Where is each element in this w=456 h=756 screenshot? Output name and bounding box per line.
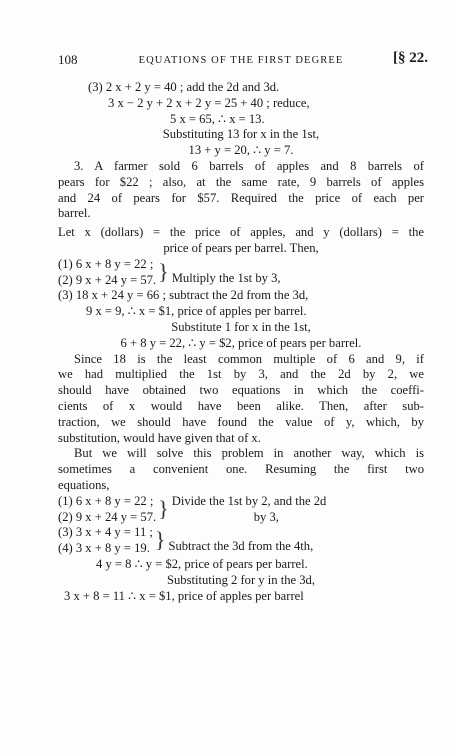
equation-line: (3) 2 x + 2 y = 40 ; add the 2d and 3d. xyxy=(88,80,280,94)
running-header xyxy=(58,50,428,74)
text-line: Substitute 1 for x in the 1st, xyxy=(171,319,311,334)
problem-text: and 24 of pears for $57. Required the price of each per xyxy=(58,190,424,205)
equation-line: 13 + y = 20, ∴ y = 7. xyxy=(188,143,294,158)
equation-note: Multiply the 1st by 3, xyxy=(171,270,281,285)
paragraph-line: equations, xyxy=(58,477,110,492)
equation-line: 5 x = 65, ∴ x = 13. xyxy=(170,111,265,126)
brace-mark: } xyxy=(158,495,169,521)
text-line: Let x (dollars) = the price of apples, and y (dollars) = the xyxy=(58,225,424,240)
equation-group xyxy=(58,525,424,557)
equation-line: (2) 9 x + 24 y = 57. xyxy=(58,509,157,524)
problem-text: 3. A farmer sold 6 barrels of apples and 8 barrels of xyxy=(74,158,424,173)
paragraph-line: traction, we should have found the value of y, which, by xyxy=(58,414,424,429)
paragraph-line: should have obtained two equations in which the coeffi- xyxy=(58,383,424,398)
book-page xyxy=(58,50,428,604)
equation-line: (3) 18 x + 24 y = 66 ; subtract the 2d from the 3d, xyxy=(58,288,309,303)
paragraph-line: But we will solve this problem in another way, which is xyxy=(74,446,424,461)
equation-line: 3 x + 8 = 11 ∴ x = $1, price of apples per barrel xyxy=(64,588,304,603)
page-number: 108 xyxy=(58,52,78,67)
equation-line: (2) 9 x + 24 y = 57. xyxy=(58,272,157,287)
problem-text: pears for $22 ; also, at the same rate, 9 barrels of apples xyxy=(58,174,424,189)
equation-group xyxy=(58,257,424,289)
text-line: Substituting 13 for x in the 1st, xyxy=(162,127,320,142)
equation-line: 6 + 8 y = 22, ∴ y = $2, price of pears per barrel. xyxy=(120,335,362,350)
paragraph-line: sometimes a convenient one. Resuming the first two xyxy=(58,462,424,477)
equation-note: Subtract the 3d from the 4th, xyxy=(168,539,314,554)
equation-note: Divide the 1st by 2, and the 2d xyxy=(171,493,327,508)
paragraph-line: we had multiplied the 1st by 3, and the 2d by 2, we xyxy=(58,367,424,382)
text-line: Substituting 2 for y in the 3d, xyxy=(167,572,315,587)
equation-line: 9 x = 9, ∴ x = $1, price of apples per barrel. xyxy=(86,304,307,319)
brace-mark: } xyxy=(158,258,169,284)
paragraph-line: cients of x would have been alike. Then, after sub- xyxy=(58,398,424,413)
problem-text: barrel. xyxy=(58,206,91,221)
paragraph-line: substitution, would have given that of x. xyxy=(58,430,261,445)
equation-group xyxy=(58,494,424,526)
equation-line: (1) 6 x + 8 y = 22 ; xyxy=(58,256,154,271)
brace-mark: } xyxy=(154,527,166,553)
equation-line: 4 y = 8 ∴ y = $2, price of pears per barrel. xyxy=(96,556,308,571)
section-marker: [§ 22. xyxy=(393,50,428,66)
running-title: EQUATIONS OF THE FIRST DEGREE xyxy=(138,55,344,66)
text-line: price of pears per barrel. Then, xyxy=(163,240,319,255)
equation-note: by 3, xyxy=(253,509,279,524)
equation-line: (1) 6 x + 8 y = 22 ; xyxy=(58,493,154,508)
equation-line: (4) 3 x + 8 y = 19. xyxy=(58,541,150,556)
equation-line: (3) 3 x + 4 y = 11 ; xyxy=(58,525,153,540)
equation-line: 3 x − 2 y + 2 x + 2 y = 25 + 40 ; reduce, xyxy=(108,95,310,110)
paragraph-line: Since 18 is the least common multiple of 6 and 9, if xyxy=(74,351,424,366)
